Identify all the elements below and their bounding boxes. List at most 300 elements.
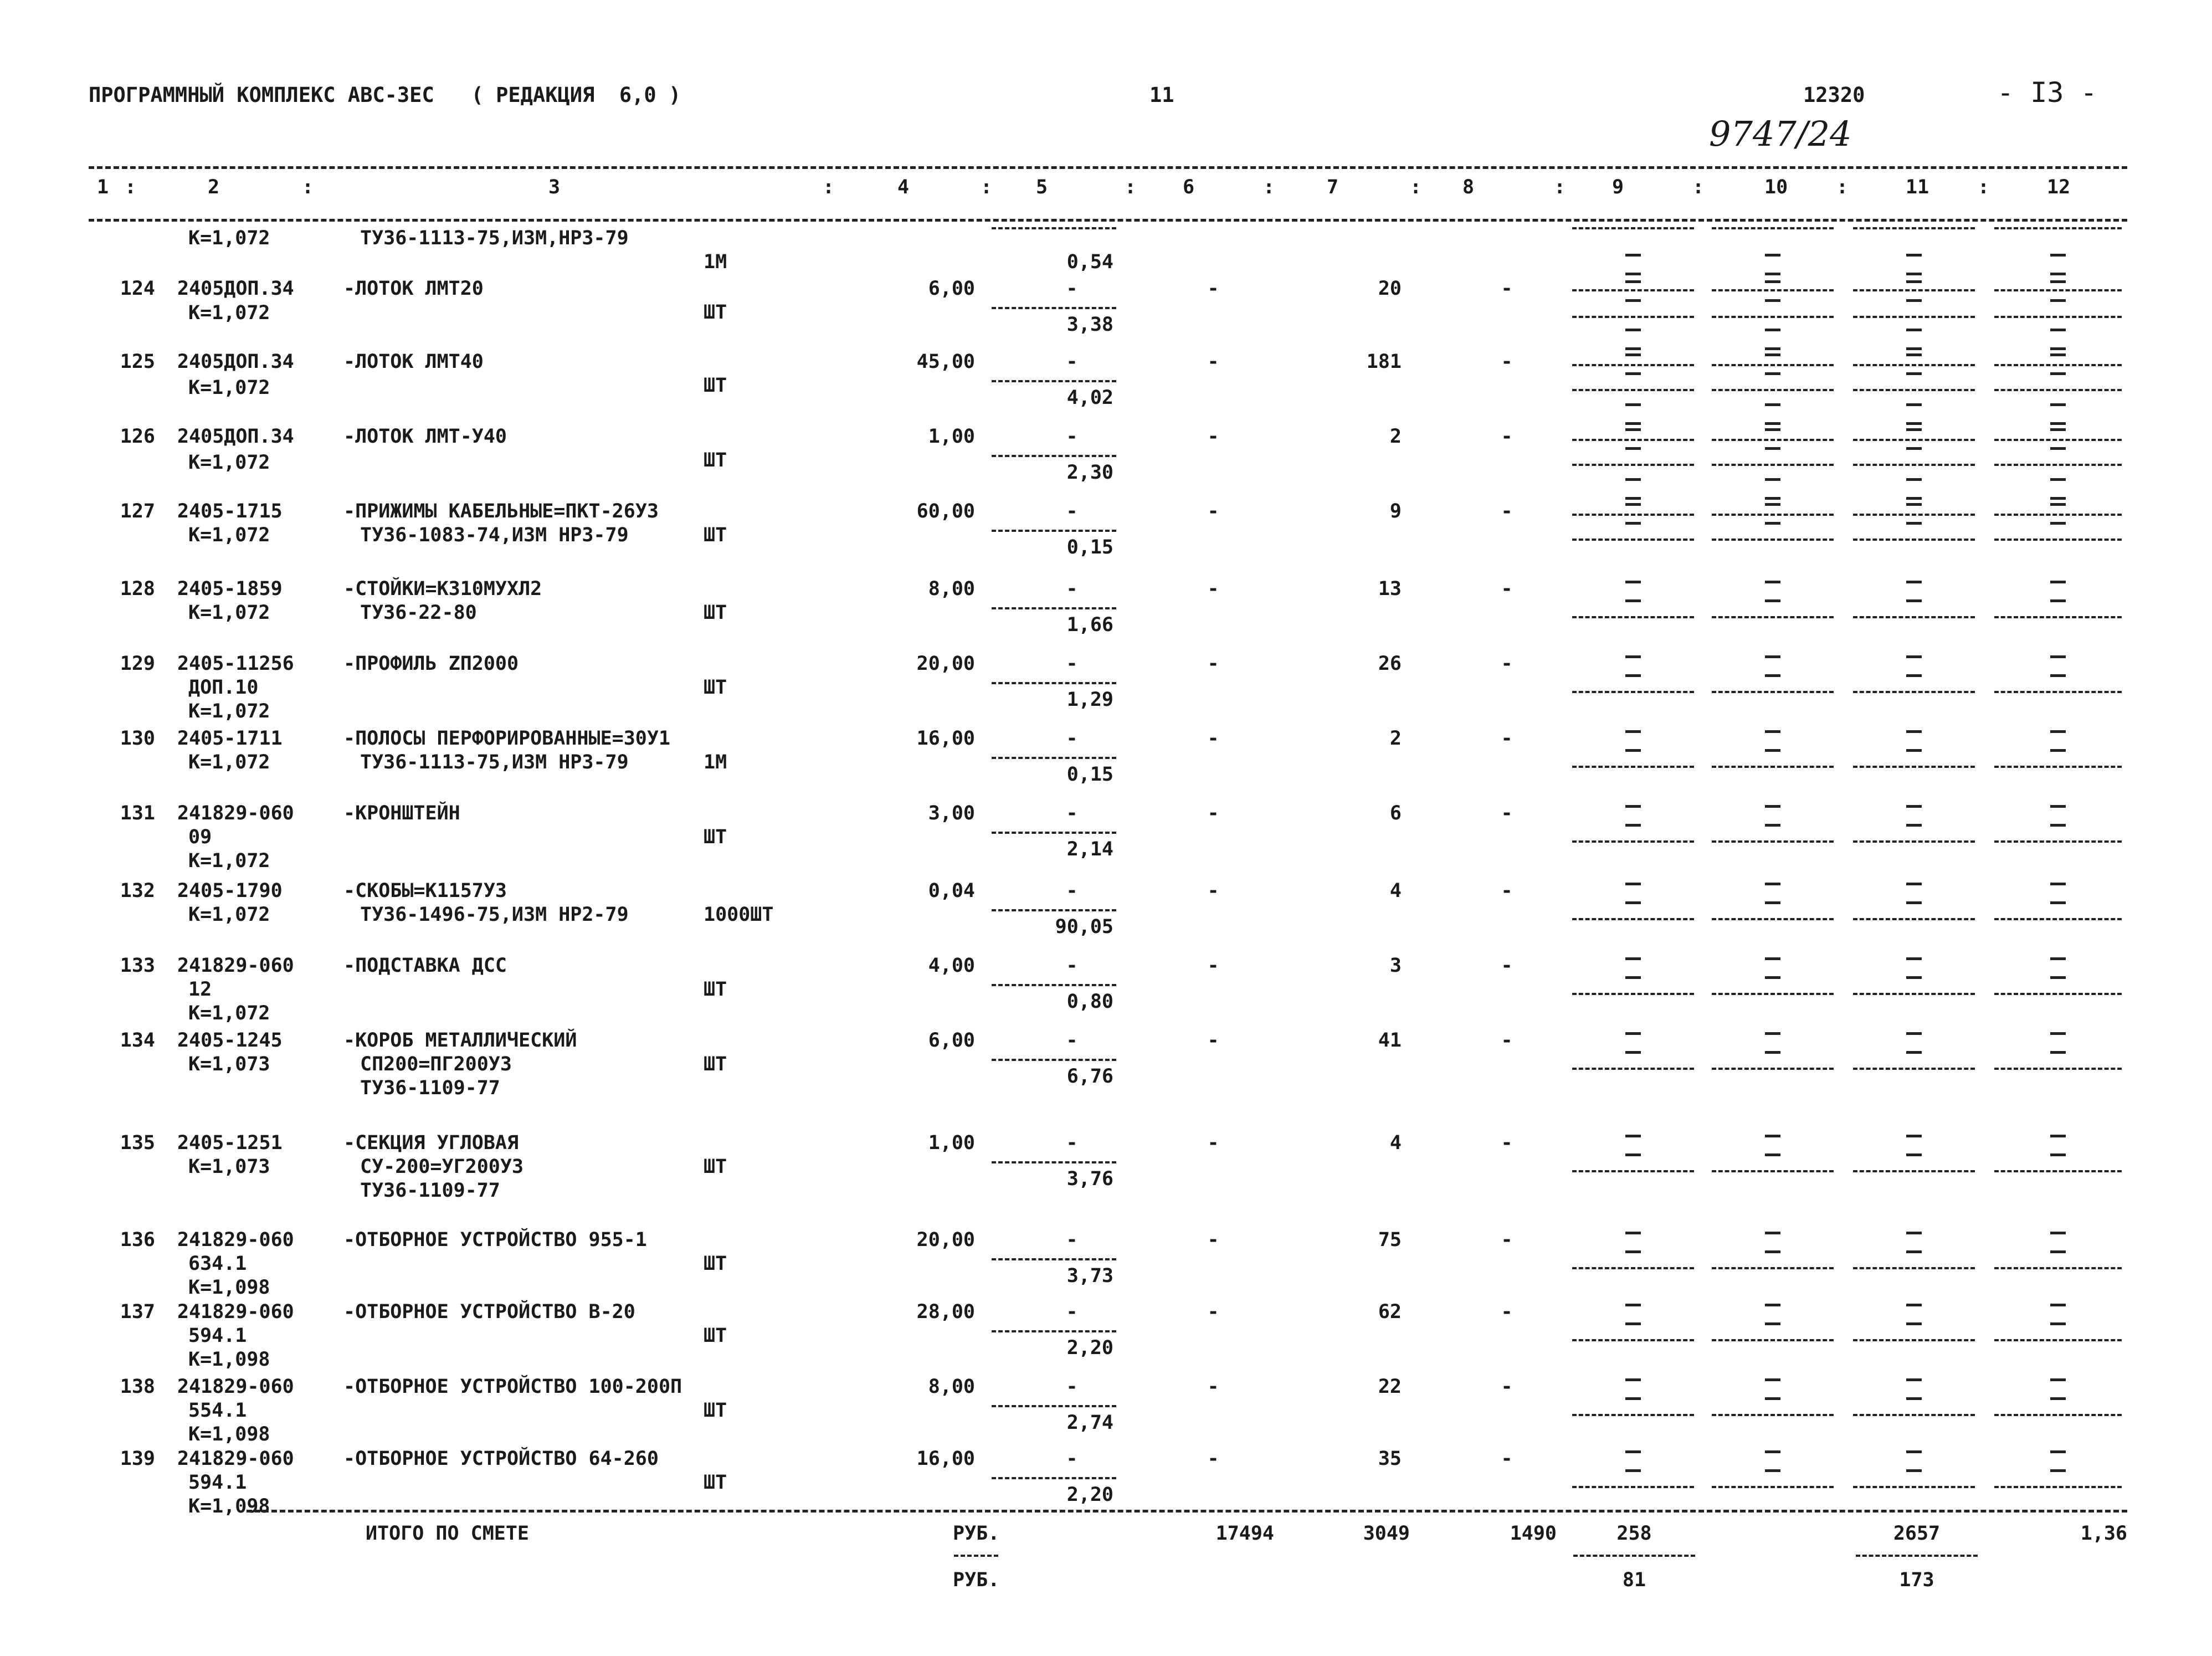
col8-value: - bbox=[1501, 1029, 1513, 1052]
price-dash: - bbox=[1066, 1132, 1078, 1154]
unit-label: ШТ bbox=[704, 1156, 727, 1178]
col8-value: - bbox=[1501, 1448, 1513, 1470]
document-code: 12320 bbox=[1803, 83, 1865, 107]
row-number: 131 bbox=[120, 802, 155, 824]
empty-cell-dash bbox=[1625, 1450, 1641, 1453]
item-name: -КРОНШТЕЙН bbox=[343, 802, 460, 824]
cell-rule bbox=[1994, 691, 2122, 693]
empty-cell-dash bbox=[2050, 1397, 2066, 1400]
empty-cell-dash bbox=[1906, 1153, 1922, 1156]
empty-cell-dash bbox=[1906, 1378, 1922, 1381]
cell-rule bbox=[1712, 439, 1834, 441]
item-code: К=1,072 bbox=[188, 227, 270, 249]
empty-cell-dash bbox=[1906, 522, 1922, 525]
empty-cell-dash bbox=[1765, 581, 1780, 583]
empty-cell-dash bbox=[1625, 403, 1641, 406]
item-code: 12 bbox=[188, 978, 212, 1001]
price-value: 2,14 bbox=[1066, 838, 1113, 860]
price-dash: - bbox=[1066, 1376, 1078, 1398]
empty-cell-dash bbox=[1765, 1135, 1780, 1137]
unit-label: 1000ШТ bbox=[704, 904, 774, 926]
empty-cell-dash bbox=[1625, 372, 1641, 375]
item-name: -ПОЛОСЫ ПЕРФОРИРОВАННЫЕ=30У1 bbox=[343, 727, 671, 750]
item-code: 241829-060 bbox=[177, 1301, 294, 1323]
empty-cell-dash bbox=[1765, 280, 1780, 283]
empty-cell-dash bbox=[1906, 883, 1922, 885]
empty-cell-dash bbox=[2050, 1322, 2066, 1325]
item-code: К=1,072 bbox=[188, 904, 270, 926]
item-code: К=1,072 bbox=[188, 377, 270, 399]
cell-rule bbox=[1853, 766, 1975, 768]
empty-cell-dash bbox=[1765, 1250, 1780, 1253]
item-code: 554.1 bbox=[188, 1399, 247, 1422]
cell-rule bbox=[1994, 616, 2122, 618]
empty-cell-dash bbox=[1906, 1322, 1922, 1325]
cell-rule bbox=[1853, 1339, 1975, 1341]
empty-cell-dash bbox=[1765, 1304, 1780, 1306]
empty-cell-dash bbox=[1765, 329, 1780, 331]
empty-cell-dash bbox=[1625, 428, 1641, 431]
total-col9-second: 81 bbox=[1622, 1569, 1646, 1591]
unit-label: ШТ bbox=[704, 524, 727, 546]
empty-cell-dash bbox=[1625, 581, 1641, 583]
cell-rule bbox=[1572, 840, 1694, 843]
empty-cell-dash bbox=[1765, 901, 1780, 904]
item-name: -ОТБОРНОЕ УСТРОЙСТВО 100-200П bbox=[343, 1376, 682, 1398]
item-code: К=1,072 bbox=[188, 602, 270, 624]
item-code: 594.1 bbox=[188, 1472, 247, 1494]
col7-value: 4 bbox=[1389, 880, 1402, 902]
empty-cell-dash bbox=[1625, 1135, 1641, 1137]
column-separator: : bbox=[1978, 176, 1990, 198]
total-col8: 1490 bbox=[1510, 1522, 1557, 1545]
unit-label: ШТ bbox=[704, 676, 727, 699]
empty-cell-dash bbox=[1625, 599, 1641, 602]
empty-cell-dash bbox=[1765, 824, 1780, 827]
empty-cell-dash bbox=[1765, 976, 1780, 979]
price-rule bbox=[992, 832, 1116, 834]
program-title: ПРОГРАММНЫЙ КОМПЛЕКС АВС-3ЕС ( РЕДАКЦИЯ 6,0 ) bbox=[89, 83, 681, 107]
unit-label: ШТ bbox=[704, 301, 727, 324]
price-dash: - bbox=[1066, 1029, 1078, 1052]
cell-rule bbox=[1572, 993, 1694, 995]
cell-rule bbox=[1853, 439, 1975, 441]
quantity: 8,00 bbox=[928, 578, 975, 600]
row-number: 133 bbox=[120, 955, 155, 977]
empty-cell-dash bbox=[1906, 299, 1922, 302]
cell-rule bbox=[1712, 1170, 1834, 1172]
quantity: 4,00 bbox=[928, 955, 975, 977]
price-dash: - bbox=[1066, 880, 1078, 902]
cell-rule bbox=[1572, 1414, 1694, 1416]
row-number: 126 bbox=[120, 425, 155, 448]
row-number: 136 bbox=[120, 1229, 155, 1251]
cell-rule bbox=[1712, 289, 1834, 291]
empty-cell-dash bbox=[1906, 1051, 1922, 1054]
cell-rule bbox=[1994, 918, 2122, 920]
cell-rule bbox=[1572, 1339, 1694, 1341]
empty-cell-dash bbox=[2050, 1450, 2066, 1453]
item-code: 241829-060 bbox=[177, 1376, 294, 1398]
total-col9: 258 bbox=[1616, 1522, 1652, 1545]
column-separator: : bbox=[125, 176, 137, 198]
item-code: 594.1 bbox=[188, 1325, 247, 1347]
empty-cell-dash bbox=[1765, 299, 1780, 302]
empty-cell-dash bbox=[2050, 901, 2066, 904]
col6-value: - bbox=[1207, 1376, 1219, 1398]
quantity: 45,00 bbox=[916, 351, 975, 373]
empty-cell-dash bbox=[2050, 1304, 2066, 1306]
item-code: 2405ДОП.34 bbox=[177, 425, 294, 448]
empty-cell-dash bbox=[1625, 422, 1641, 425]
item-name: ТУ36-22-80 bbox=[360, 602, 477, 624]
cell-rule bbox=[1712, 539, 1834, 541]
empty-cell-dash bbox=[1906, 805, 1922, 808]
empty-cell-dash bbox=[1625, 901, 1641, 904]
col6-value: - bbox=[1207, 880, 1219, 902]
cell-rule bbox=[1994, 840, 2122, 843]
column-separator: : bbox=[823, 176, 835, 198]
total-col11-rule bbox=[1856, 1555, 1978, 1557]
cell-rule bbox=[1994, 1486, 2122, 1488]
column-header-4: 4 bbox=[897, 176, 910, 198]
col8-value: - bbox=[1501, 727, 1513, 750]
item-name: -СЕКЦИЯ УГЛОВАЯ bbox=[343, 1132, 519, 1154]
item-name: -КОРОБ МЕТАЛЛИЧЕСКИЙ bbox=[343, 1029, 577, 1052]
column-header-11: 11 bbox=[1906, 176, 1929, 198]
item-code: 2405-1790 bbox=[177, 880, 283, 902]
item-code: 2405-1245 bbox=[177, 1029, 283, 1052]
column-header-9: 9 bbox=[1612, 176, 1624, 198]
empty-cell-dash bbox=[1765, 1051, 1780, 1054]
col8-value: - bbox=[1501, 802, 1513, 824]
price-value: 2,30 bbox=[1066, 462, 1113, 484]
cell-rule bbox=[1712, 316, 1834, 318]
empty-cell-dash bbox=[1765, 478, 1780, 481]
price-rule bbox=[992, 1258, 1116, 1260]
quantity: 6,00 bbox=[928, 1029, 975, 1052]
cell-rule bbox=[1853, 1486, 1975, 1488]
item-name: -ПРОФИЛЬ ZП2000 bbox=[343, 653, 519, 675]
unit-label: ШТ bbox=[704, 449, 727, 471]
item-code: 2405-1251 bbox=[177, 1132, 283, 1154]
empty-cell-dash bbox=[1625, 824, 1641, 827]
cell-rule bbox=[1853, 227, 1975, 229]
empty-cell-dash bbox=[1906, 280, 1922, 283]
sheet-number: 11 bbox=[1149, 83, 1174, 107]
empty-cell-dash bbox=[2050, 824, 2066, 827]
price-rule bbox=[992, 984, 1116, 986]
empty-cell-dash bbox=[1765, 1469, 1780, 1472]
column-separator: : bbox=[1263, 176, 1275, 198]
empty-cell-dash bbox=[1625, 674, 1641, 677]
empty-cell-dash bbox=[1625, 273, 1641, 275]
cell-rule bbox=[1994, 439, 2122, 441]
empty-cell-dash bbox=[1625, 805, 1641, 808]
item-code: 09 bbox=[188, 826, 212, 848]
cell-rule bbox=[1572, 316, 1694, 318]
col6-value: - bbox=[1207, 955, 1219, 977]
total-col11-second: 173 bbox=[1899, 1569, 1934, 1591]
price-rule bbox=[992, 227, 1116, 229]
empty-cell-dash bbox=[2050, 329, 2066, 331]
quantity: 20,00 bbox=[916, 1229, 975, 1251]
empty-cell-dash bbox=[2050, 1250, 2066, 1253]
price-value: 90,05 bbox=[1055, 916, 1113, 938]
col6-value: - bbox=[1207, 1229, 1219, 1251]
cell-rule bbox=[1712, 1267, 1834, 1269]
empty-cell-dash bbox=[2050, 655, 2066, 658]
empty-cell-dash bbox=[1906, 730, 1922, 733]
item-code: К=1,072 bbox=[188, 751, 270, 773]
empty-cell-dash bbox=[2050, 428, 2066, 431]
cell-rule bbox=[1572, 918, 1694, 920]
empty-cell-dash bbox=[1906, 428, 1922, 431]
unit-label: ШТ bbox=[704, 602, 727, 624]
col6-value: - bbox=[1207, 1029, 1219, 1052]
column-header-6: 6 bbox=[1183, 176, 1195, 198]
total-label: ИТОГО ПО СМЕТЕ bbox=[366, 1522, 530, 1545]
row-number: 129 bbox=[120, 653, 155, 675]
cell-rule bbox=[1994, 1339, 2122, 1341]
column-separator: : bbox=[1125, 176, 1137, 198]
empty-cell-dash bbox=[1765, 1032, 1780, 1035]
cell-rule bbox=[1712, 1339, 1834, 1341]
empty-cell-dash bbox=[1625, 655, 1641, 658]
empty-cell-dash bbox=[2050, 273, 2066, 275]
col8-value: - bbox=[1501, 278, 1513, 300]
col7-value: 35 bbox=[1378, 1448, 1402, 1470]
empty-cell-dash bbox=[1906, 273, 1922, 275]
cell-rule bbox=[1712, 993, 1834, 995]
cell-rule bbox=[1994, 993, 2122, 995]
cell-rule bbox=[1572, 1068, 1694, 1070]
col8-value: - bbox=[1501, 1132, 1513, 1154]
cell-rule bbox=[1572, 464, 1694, 466]
empty-cell-dash bbox=[1625, 299, 1641, 302]
cell-rule bbox=[1572, 616, 1694, 618]
price-rule bbox=[992, 909, 1116, 911]
empty-cell-dash bbox=[1906, 372, 1922, 375]
row-number: 138 bbox=[120, 1376, 155, 1398]
col7-value: 3 bbox=[1389, 955, 1402, 977]
empty-cell-dash bbox=[1625, 1051, 1641, 1054]
price-value: 0,15 bbox=[1066, 536, 1113, 558]
item-name: ТУ36-1496-75,ИЗМ НР2-79 bbox=[360, 904, 629, 926]
cell-rule bbox=[1853, 289, 1975, 291]
cell-rule bbox=[1572, 227, 1694, 229]
empty-cell-dash bbox=[1765, 447, 1780, 450]
item-name: -ЛОТОК ЛМТ20 bbox=[343, 278, 484, 300]
item-code: 2405-1711 bbox=[177, 727, 283, 750]
col7-value: 22 bbox=[1378, 1376, 1402, 1398]
price-rule bbox=[992, 1405, 1116, 1407]
col8-value: - bbox=[1501, 578, 1513, 600]
row-number: 124 bbox=[120, 278, 155, 300]
price-rule bbox=[992, 380, 1116, 382]
empty-cell-dash bbox=[2050, 503, 2066, 506]
cell-rule bbox=[1572, 1170, 1694, 1172]
empty-cell-dash bbox=[1906, 1250, 1922, 1253]
cell-rule bbox=[1853, 1414, 1975, 1416]
price-dash: - bbox=[1066, 1301, 1078, 1323]
column-header-1: 1 bbox=[97, 176, 109, 198]
empty-cell-dash bbox=[2050, 497, 2066, 500]
empty-cell-dash bbox=[2050, 522, 2066, 525]
col8-value: - bbox=[1501, 425, 1513, 448]
empty-cell-dash bbox=[1765, 273, 1780, 275]
empty-cell-dash bbox=[1625, 347, 1641, 350]
column-header-2: 2 bbox=[208, 176, 220, 198]
price-rule bbox=[992, 455, 1116, 457]
empty-cell-dash bbox=[1906, 674, 1922, 677]
empty-cell-dash bbox=[2050, 1153, 2066, 1156]
col8-value: - bbox=[1501, 1229, 1513, 1251]
total-col6: 17494 bbox=[1215, 1522, 1274, 1545]
cell-rule bbox=[1994, 1414, 2122, 1416]
cell-rule bbox=[1994, 1267, 2122, 1269]
empty-cell-dash bbox=[1765, 1397, 1780, 1400]
column-header-10: 10 bbox=[1764, 176, 1788, 198]
empty-cell-dash bbox=[1765, 749, 1780, 752]
empty-cell-dash bbox=[1906, 329, 1922, 331]
col7-value: 6 bbox=[1389, 802, 1402, 824]
row-number: 125 bbox=[120, 351, 155, 373]
item-code: К=1,098 bbox=[188, 1349, 270, 1371]
cell-rule bbox=[1572, 389, 1694, 391]
cell-rule bbox=[1572, 439, 1694, 441]
cell-rule bbox=[1572, 364, 1694, 366]
price-dash: - bbox=[1066, 351, 1078, 373]
col6-value: - bbox=[1207, 1301, 1219, 1323]
item-code: 634.1 bbox=[188, 1253, 247, 1275]
item-code: К=1,072 bbox=[188, 452, 270, 474]
empty-cell-dash bbox=[1765, 347, 1780, 350]
price-dash: - bbox=[1066, 1229, 1078, 1251]
empty-cell-dash bbox=[2050, 1469, 2066, 1472]
empty-cell-dash bbox=[1765, 883, 1780, 885]
item-name: -ЛОТОК ЛМТ-У40 bbox=[343, 425, 507, 448]
empty-cell-dash bbox=[1906, 581, 1922, 583]
cell-rule bbox=[1712, 514, 1834, 516]
empty-cell-dash bbox=[1765, 805, 1780, 808]
cell-rule bbox=[1853, 514, 1975, 516]
column-separator: : bbox=[1836, 176, 1849, 198]
price-value: 0,54 bbox=[1066, 251, 1113, 273]
item-name: -ОТБОРНОЕ УСТРОЙСТВО В-20 bbox=[343, 1301, 635, 1323]
item-code: 241829-060 bbox=[177, 1229, 294, 1251]
col8-value: - bbox=[1501, 1301, 1513, 1323]
empty-cell-dash bbox=[2050, 1378, 2066, 1381]
item-name: ТУ36-1113-75,ИЗМ,НР3-79 bbox=[360, 227, 629, 249]
price-rule bbox=[992, 1477, 1116, 1479]
col7-value: 20 bbox=[1378, 278, 1402, 300]
column-separator: : bbox=[981, 176, 993, 198]
empty-cell-dash bbox=[1906, 497, 1922, 500]
column-separator: : bbox=[1410, 176, 1422, 198]
empty-cell-dash bbox=[1625, 522, 1641, 525]
empty-cell-dash bbox=[1906, 347, 1922, 350]
col7-value: 9 bbox=[1389, 500, 1402, 522]
unit-label: ШТ bbox=[704, 978, 727, 1001]
price-value: 3,73 bbox=[1066, 1265, 1113, 1287]
item-code: К=1,098 bbox=[188, 1495, 270, 1517]
price-value: 4,02 bbox=[1066, 387, 1113, 409]
price-rule bbox=[992, 1059, 1116, 1061]
empty-cell-dash bbox=[1765, 1322, 1780, 1325]
cell-rule bbox=[1572, 514, 1694, 516]
col6-value: - bbox=[1207, 425, 1219, 448]
col7-value: 75 bbox=[1378, 1229, 1402, 1251]
empty-cell-dash bbox=[1625, 749, 1641, 752]
row-number: 137 bbox=[120, 1301, 155, 1323]
empty-cell-dash bbox=[1765, 674, 1780, 677]
cell-rule bbox=[1712, 616, 1834, 618]
empty-cell-dash bbox=[1625, 447, 1641, 450]
price-value: 2,74 bbox=[1066, 1412, 1113, 1434]
price-dash: - bbox=[1066, 425, 1078, 448]
row-number: 128 bbox=[120, 578, 155, 600]
empty-cell-dash bbox=[1906, 447, 1922, 450]
cell-rule bbox=[1853, 616, 1975, 618]
item-name: -СТОЙКИ=К310МУХЛ2 bbox=[343, 578, 542, 600]
empty-cell-dash bbox=[1625, 1232, 1641, 1234]
empty-cell-dash bbox=[2050, 599, 2066, 602]
price-rule bbox=[992, 307, 1116, 309]
empty-cell-dash bbox=[2050, 447, 2066, 450]
empty-cell-dash bbox=[1906, 957, 1922, 960]
header-rule-bottom bbox=[89, 219, 2127, 222]
empty-cell-dash bbox=[1625, 1250, 1641, 1253]
unit-label: ШТ bbox=[704, 1253, 727, 1275]
price-dash: - bbox=[1066, 278, 1078, 300]
empty-cell-dash bbox=[1625, 1378, 1641, 1381]
price-dash: - bbox=[1066, 802, 1078, 824]
price-dash: - bbox=[1066, 727, 1078, 750]
cell-rule bbox=[1712, 389, 1834, 391]
col6-value: - bbox=[1207, 578, 1219, 600]
empty-cell-dash bbox=[1625, 254, 1641, 257]
col8-value: - bbox=[1501, 653, 1513, 675]
quantity: 60,00 bbox=[916, 500, 975, 522]
cell-rule bbox=[1994, 389, 2122, 391]
item-code: К=1,072 bbox=[188, 850, 270, 872]
price-dash: - bbox=[1066, 955, 1078, 977]
column-separator: : bbox=[1554, 176, 1566, 198]
empty-cell-dash bbox=[1906, 422, 1922, 425]
empty-cell-dash bbox=[2050, 957, 2066, 960]
empty-cell-dash bbox=[1906, 353, 1922, 356]
cell-rule bbox=[1853, 840, 1975, 843]
empty-cell-dash bbox=[2050, 1051, 2066, 1054]
item-name: ТУ36-1109-77 bbox=[360, 1180, 500, 1202]
empty-cell-dash bbox=[1765, 403, 1780, 406]
col8-value: - bbox=[1501, 880, 1513, 902]
empty-cell-dash bbox=[1765, 254, 1780, 257]
item-code: К=1,072 bbox=[188, 700, 270, 722]
empty-cell-dash bbox=[1625, 329, 1641, 331]
empty-cell-dash bbox=[1906, 254, 1922, 257]
empty-cell-dash bbox=[1906, 824, 1922, 827]
empty-cell-dash bbox=[2050, 478, 2066, 481]
empty-cell-dash bbox=[1625, 497, 1641, 500]
cell-rule bbox=[1853, 1267, 1975, 1269]
cell-rule bbox=[1853, 316, 1975, 318]
quantity: 6,00 bbox=[928, 278, 975, 300]
column-header-7: 7 bbox=[1327, 176, 1339, 198]
empty-cell-dash bbox=[1625, 1469, 1641, 1472]
empty-cell-dash bbox=[1625, 478, 1641, 481]
